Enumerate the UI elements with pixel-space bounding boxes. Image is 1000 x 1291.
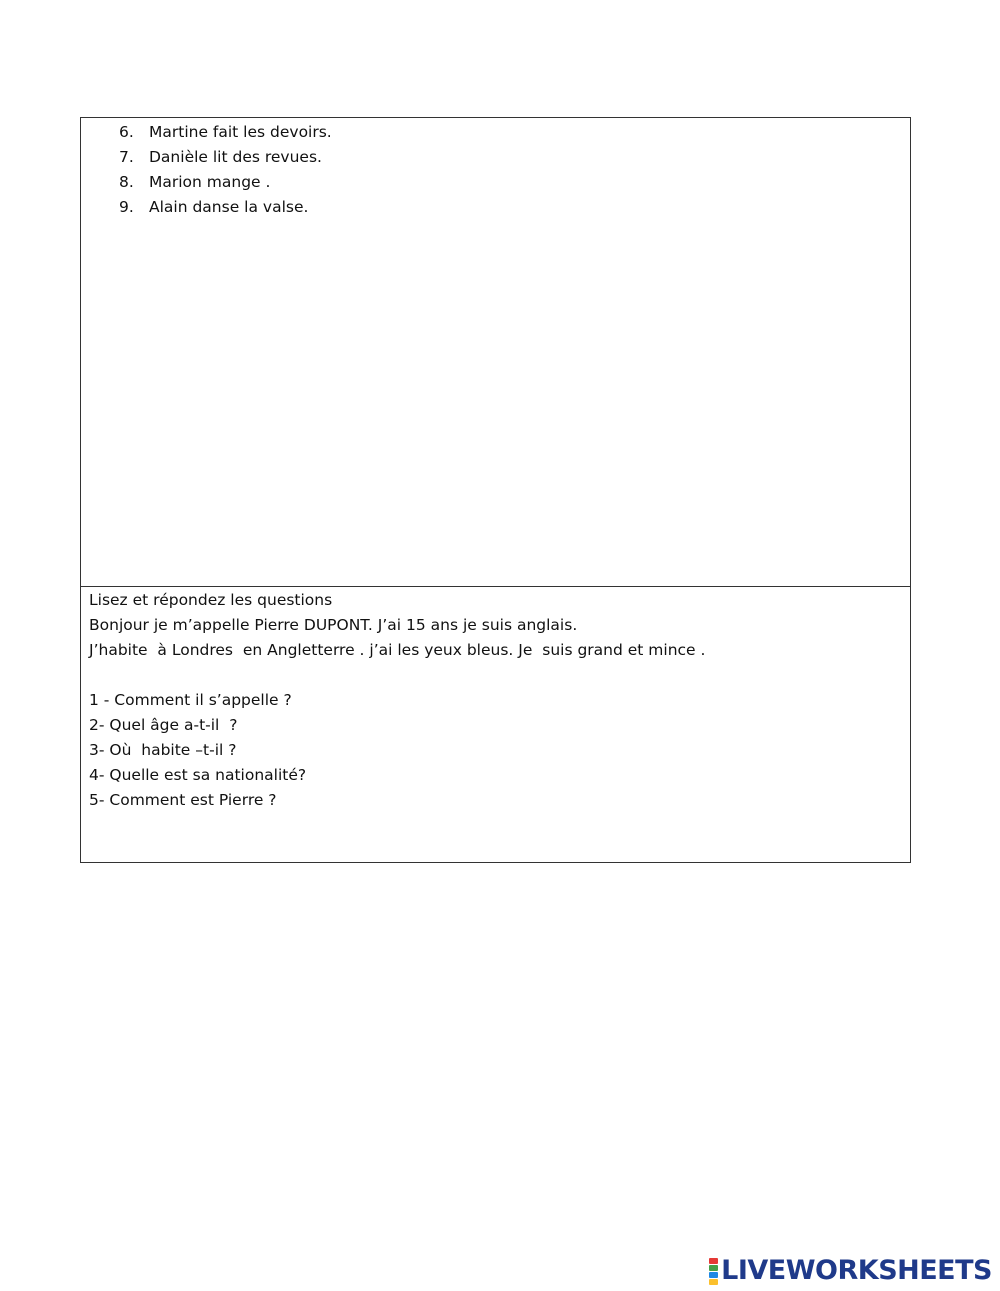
question: 2- Quel âge a-t-il ?: [89, 716, 238, 734]
item-number: 7.: [119, 148, 134, 166]
logo-block: [709, 1279, 718, 1285]
logo-blocks-icon: [709, 1258, 718, 1285]
reading-cell: [81, 587, 910, 862]
sentences-cell: [81, 118, 910, 587]
question: 4- Quelle est sa nationalité?: [89, 766, 307, 784]
item-text: Marion mange .: [149, 173, 271, 191]
logo-text: LIVEWORKSHEETS: [721, 1255, 992, 1286]
logo-block: [709, 1258, 718, 1264]
liveworksheets-logo: [709, 1255, 992, 1287]
item-number: 9.: [119, 198, 134, 216]
item-text: Martine fait les devoirs.: [149, 123, 332, 141]
worksheet-table: [80, 117, 911, 863]
spacer: [89, 663, 910, 688]
item-text: Danièle lit des revues.: [149, 148, 322, 166]
question: 5- Comment est Pierre ?: [89, 791, 277, 809]
item-number: 8.: [119, 173, 134, 191]
instruction-text: Lisez et répondez les questions: [89, 591, 333, 609]
question: 3- Où habite –t-il ?: [89, 741, 237, 759]
item-text: Alain danse la valse.: [149, 198, 309, 216]
question: 1 - Comment il s’appelle ?: [89, 691, 292, 709]
reading-text-line: J’habite à Londres en Angletterre . j’ai les yeux bleus. Je suis grand et mince .: [89, 641, 706, 659]
reading-text-line: Bonjour je m’appelle Pierre DUPONT. J’ai 15 ans je suis anglais.: [89, 616, 578, 634]
logo-block: [709, 1272, 718, 1278]
logo-block: [709, 1265, 718, 1271]
item-number: 6.: [119, 123, 134, 141]
